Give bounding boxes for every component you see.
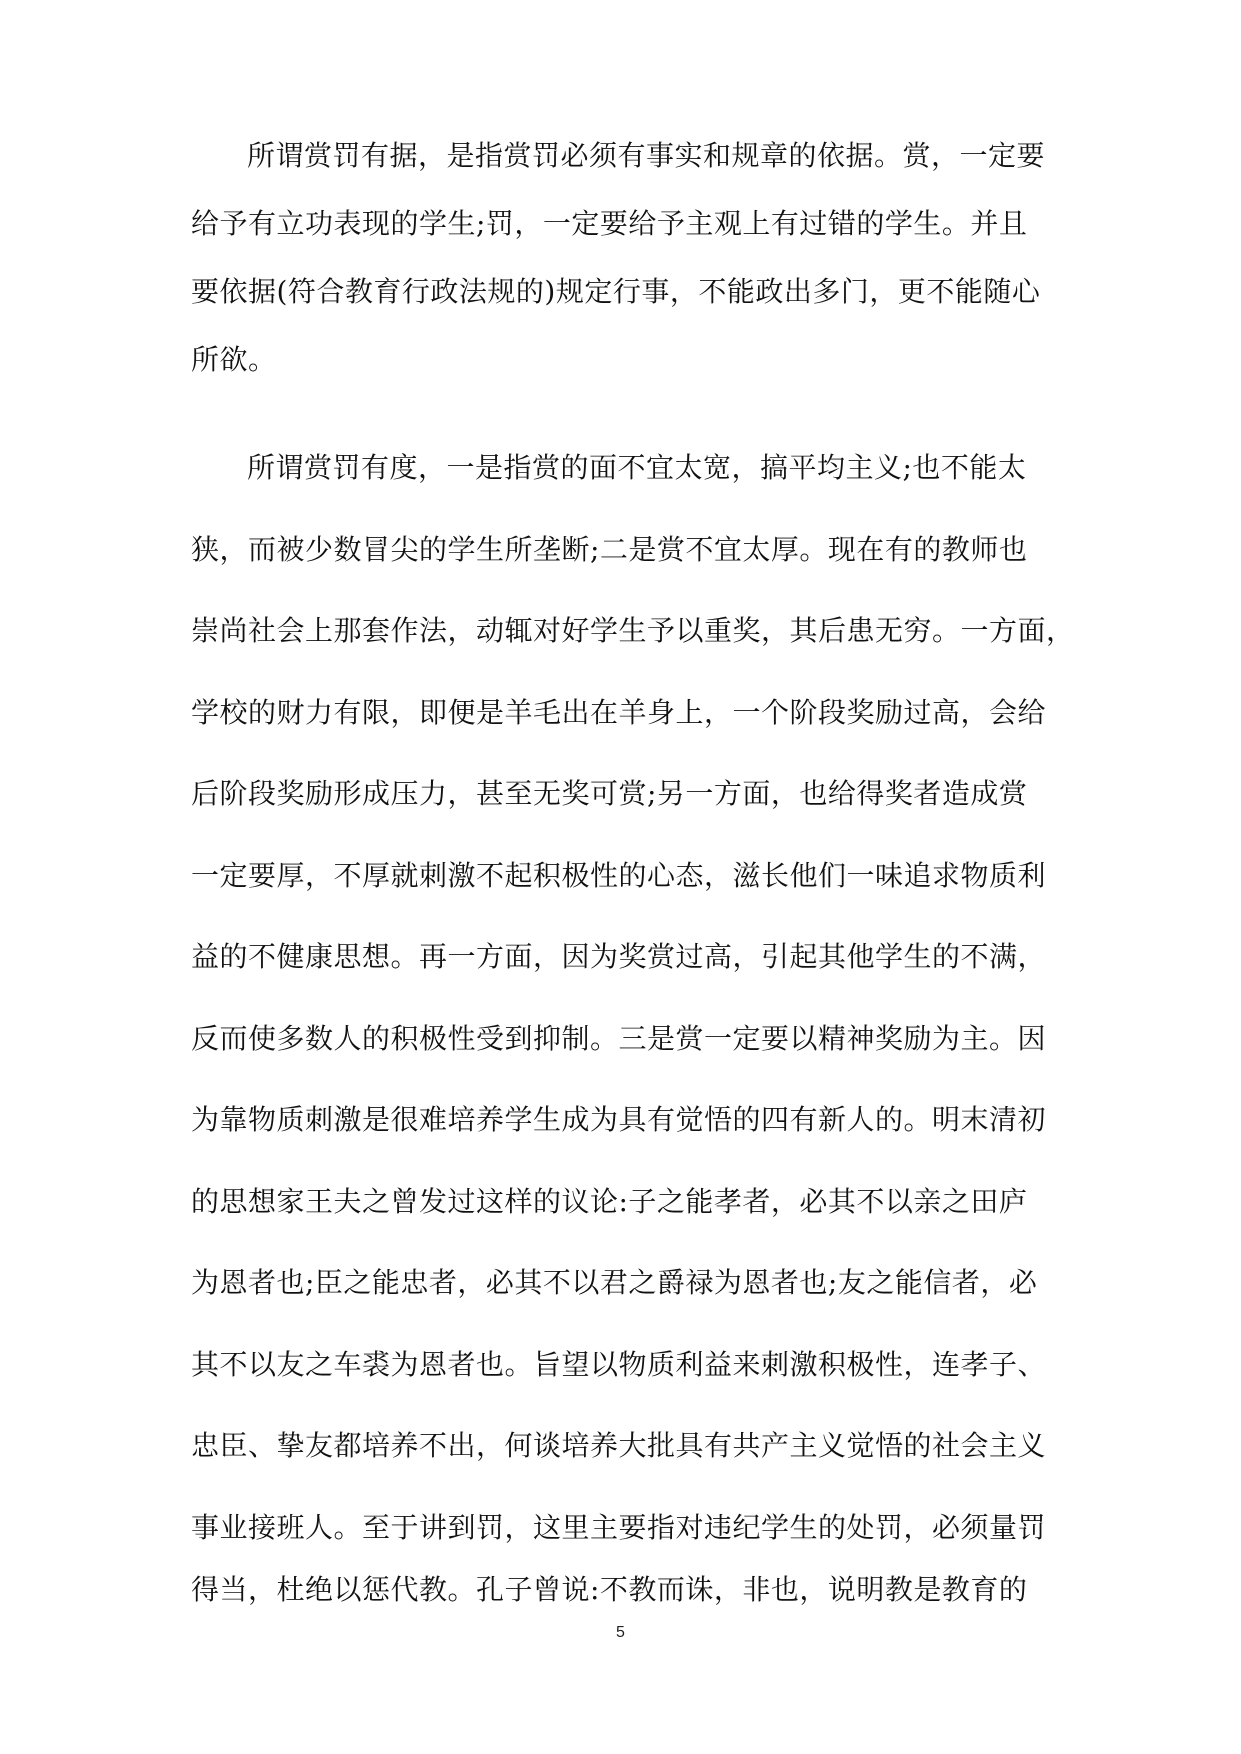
page-number: 5 <box>616 1624 625 1641</box>
paragraph-2-line-14: 事业接班人。至于讲到罚，这里主要指对违纪学生的处罚，必须量罚 <box>191 1511 1047 1544</box>
paragraph-2-line-13: 忠臣、挚友都培养不出，何谈培养大批具有共产主义觉悟的社会主义 <box>191 1429 1047 1462</box>
paragraph-2-line-15: 得当，杜绝以惩代教。孔子曾说:不教而诛，非也，说明教是教育的 <box>191 1573 1028 1606</box>
paragraph-2-line-10: 的思想家王夫之曾发过这样的议论:子之能孝者，必其不以亲之田庐 <box>191 1185 1028 1218</box>
paragraph-1-line-4: 所欲。 <box>191 343 277 376</box>
paragraph-2-line-6: 一定要厚，不厚就刺激不起积极性的心态，滋长他们一味追求物质利 <box>191 859 1047 892</box>
paragraph-2-line-1: 所谓赏罚有度，一是指赏的面不宜太宽，搞平均主义;也不能太 <box>247 451 1027 484</box>
paragraph-2-line-7: 益的不健康思想。再一方面，因为奖赏过高，引起其他学生的不满， <box>191 940 1047 973</box>
paragraph-2-line-2: 狭，而被少数冒尖的学生所垄断;二是赏不宜太厚。现在有的教师也 <box>191 533 1028 566</box>
paragraph-1-line-3: 要依据(符合教育行政法规的)规定行事，不能政出多门，更不能随心 <box>191 275 1041 308</box>
paragraph-2-line-12: 其不以友之车裘为恩者也。旨望以物质利益来刺激积极性，连孝子、 <box>191 1348 1047 1381</box>
paragraph-1-line-2: 给予有立功表现的学生;罚，一定要给予主观上有过错的学生。并且 <box>191 207 1028 240</box>
paragraph-2-line-11: 为恩者也;臣之能忠者，必其不以君之爵禄为恩者也;友之能信者，必 <box>191 1266 1038 1299</box>
paragraph-1-line-1: 所谓赏罚有据，是指赏罚必须有事实和规章的依据。赏，一定要 <box>247 139 1046 172</box>
paragraph-2-line-9: 为靠物质刺激是很难培养学生成为具有觉悟的四有新人的。明末清初 <box>191 1103 1047 1136</box>
paragraph-2-line-3: 崇尚社会上那套作法，动辄对好学生予以重奖，其后患无穷。一方面， <box>191 614 1075 647</box>
paragraph-2-line-5: 后阶段奖励形成压力，甚至无奖可赏;另一方面，也给得奖者造成赏 <box>191 777 1028 810</box>
paragraph-2-line-8: 反而使多数人的积极性受到抑制。三是赏一定要以精神奖励为主。因 <box>191 1022 1047 1055</box>
paragraph-2-line-4: 学校的财力有限，即便是羊毛出在羊身上，一个阶段奖励过高，会给 <box>191 696 1047 729</box>
